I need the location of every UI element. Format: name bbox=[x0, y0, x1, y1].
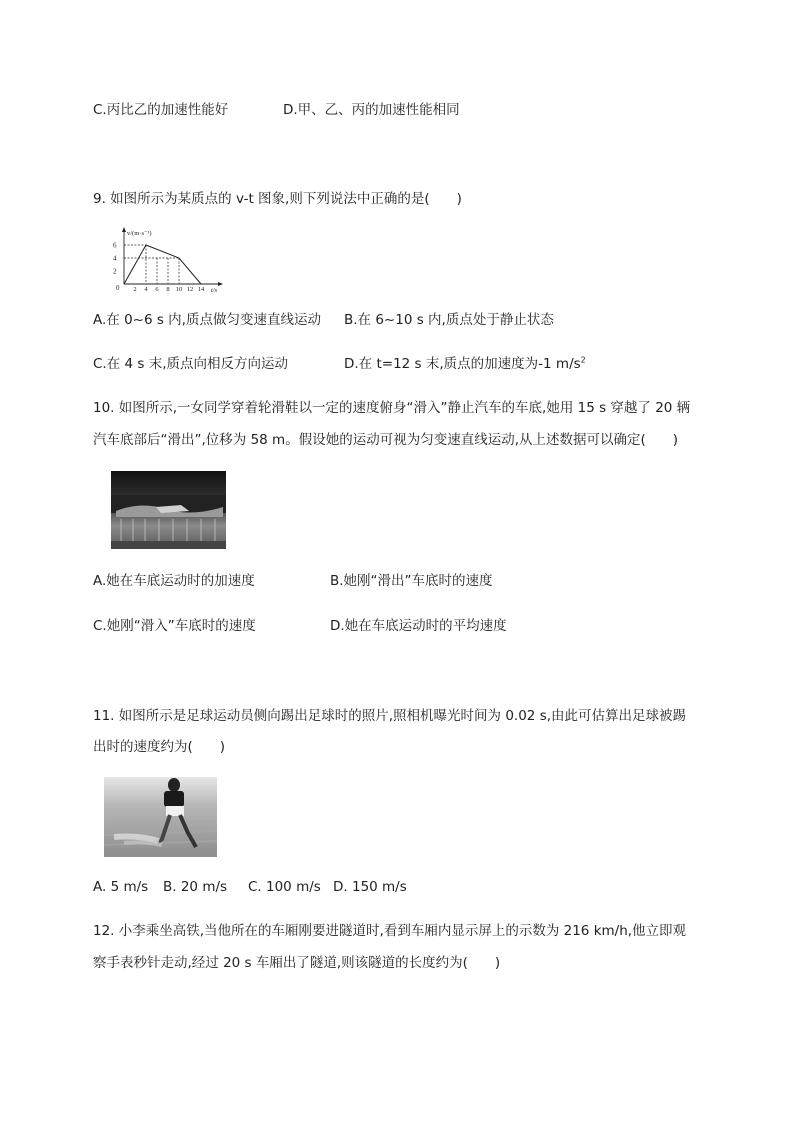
q11-option-d: D. 150 m/s bbox=[333, 879, 407, 895]
q9-option-b: B.在 6~10 s 内,质点处于静止状态 bbox=[344, 312, 554, 328]
vt-curve bbox=[124, 245, 201, 284]
y-axis-arrow bbox=[122, 227, 126, 232]
x-axis-arrow bbox=[218, 282, 223, 286]
q9-option-d bbox=[344, 354, 586, 374]
graph-xtick-label: 8 bbox=[166, 286, 170, 293]
q10-option-d: D.她在车底运动时的平均速度 bbox=[330, 618, 507, 634]
graph-xtick-label: 10 bbox=[175, 286, 183, 293]
graph-xtick-label: 14 bbox=[197, 286, 205, 293]
q9-option-d-exponent: 2 bbox=[580, 355, 586, 365]
q11-stem-line2: 出时的速度约为( ) bbox=[93, 739, 226, 755]
graph-xtick-label: 6 bbox=[155, 286, 159, 293]
q10-option-c: C.她刚“滑入”车底时的速度 bbox=[93, 618, 256, 634]
q10-option-b: B.她刚“滑出”车底时的速度 bbox=[330, 573, 493, 589]
q11-football-photo bbox=[104, 777, 217, 857]
q12-stem-line1: 12. 小李乘坐高铁,当他所在的车厢刚要进隧道时,看到车厢内显示屏上的示数为 216 km/h,他立即观 bbox=[93, 923, 687, 939]
q11-option-b: B. 20 m/s bbox=[163, 879, 228, 895]
graph-xlabel: t/s bbox=[211, 287, 218, 294]
q10-option-a: A.她在车底运动时的加速度 bbox=[93, 573, 255, 589]
q9-stem: 9. 如图所示为某质点的 v-t 图象,则下列说法中正确的是( ) bbox=[93, 191, 462, 207]
q11-stem-line1: 11. 如图所示是足球运动员侧向踢出足球时的照片,照相机曝光时间为 0.02 s,由此可估算出足球被踢 bbox=[93, 708, 687, 724]
q9-option-c: C.在 4 s 末,质点向相反方向运动 bbox=[93, 356, 289, 372]
q9-vt-graph bbox=[110, 224, 230, 294]
q9-option-a: A.在 0~6 s 内,质点做匀变速直线运动 bbox=[93, 312, 321, 328]
graph-ylabel: v/(m·s⁻¹) bbox=[127, 230, 152, 237]
graph-xtick-label: 12 bbox=[186, 286, 194, 293]
q8-option-d: D.甲、乙、丙的加速性能相同 bbox=[283, 102, 460, 118]
graph-ytick-label: 4 bbox=[113, 254, 117, 263]
graph-xtick-label: 4 bbox=[144, 286, 148, 293]
q10-stem-line2: 汽车底部后“滑出”,位移为 58 m。假设她的运动可视为匀变速直线运动,从上述数据可以确定( ) bbox=[93, 432, 679, 448]
q8-option-c: C.丙比乙的加速性能好 bbox=[93, 102, 229, 118]
q11-option-a: A. 5 m/s bbox=[93, 879, 149, 895]
q10-stem-line1: 10. 如图所示,一女同学穿着轮滑鞋以一定的速度俯身“滑入”静止汽车的车底,她用 15 s 穿越了 20 辆 bbox=[93, 400, 691, 416]
graph-origin: 0 bbox=[116, 284, 120, 292]
graph-xtick-label: 2 bbox=[133, 286, 137, 293]
graph-ytick-label: 6 bbox=[113, 241, 117, 250]
q9-option-d-text: D.在 t=12 s 末,质点的加速度为-1 m/s bbox=[344, 356, 581, 372]
q11-option-c: C. 100 m/s bbox=[248, 879, 321, 895]
q12-stem-line2: 察手表秒针走动,经过 20 s 车厢出了隧道,则该隧道的长度约为( ) bbox=[93, 955, 501, 971]
graph-ytick-label: 2 bbox=[113, 267, 117, 276]
q10-skating-photo bbox=[111, 471, 226, 549]
